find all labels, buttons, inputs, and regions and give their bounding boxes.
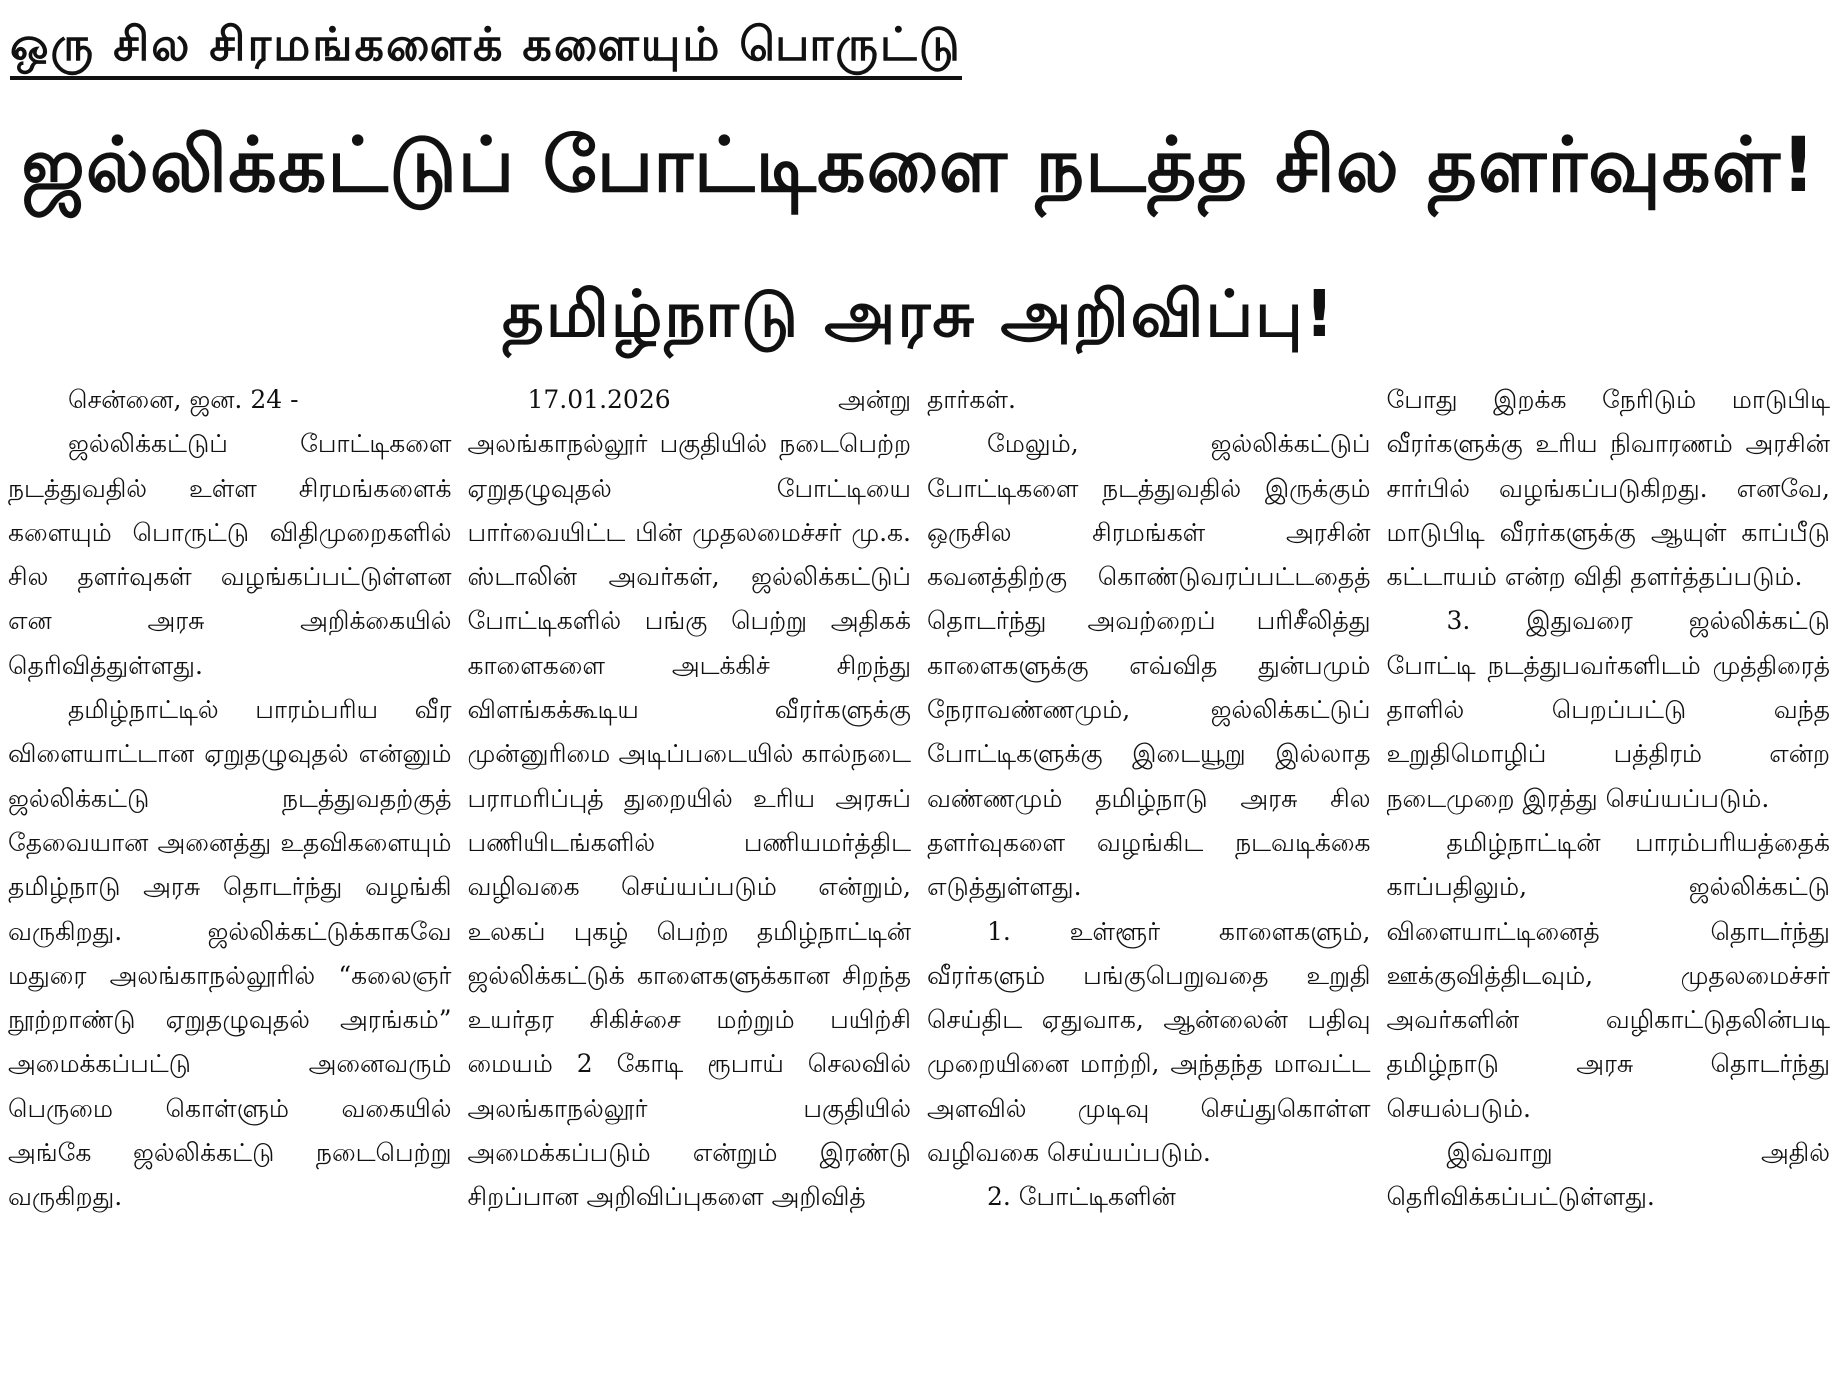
column-1 [8, 378, 452, 1390]
paragraph-continuation: போது இறக்க நேரிடும் மாடுபிடி வீரர்களுக்கு உரிய நிவாரணம் அரசின் சார்பில் வழங்கப்படுகிறது. எனவே, மாடுபிடி வீரர்களுக்கு ஆயுள் காப்பீடு கட்டாயம் என்ற விதி தளர்த்தப்படும். [1386, 385, 1830, 592]
paragraph: மேலும், ஜல்லிக்கட்டுப் போட்டிகளை நடத்துவதில் இருக்கும் ஒருசில சிரமங்கள் அரசின் கவனத்திற்கு கொண்டுவரப்பட்டதைத் தொடர்ந்து அவற்றைப் பரிசீலித்து காளைகளுக்கு எவ்வித துன்பமும் நேராவண்ணமும், ஜல்லிக்கட்டுப் போட்டிகளுக்கு இடையூறு இல்லாத வண்ணமும் தமிழ்நாடு அரசு சில தளர்வுகளை வழங்கிட நடவடிக்கை எடுத்துள்ளது. [927, 429, 1371, 902]
paragraph: தமிழ்நாட்டின் பாரம்பரியத்தைக் காப்பதிலும், ஜல்லிக்கட்டு விளையாட்டினைத் தொடர்ந்து ஊக்குவித்திடவும், முதலமைச்சர் அவர்களின் வழிகாட்டுதலின்படி தமிழ்நாடு அரசு தொடர்ந்து செயல்படும். [1386, 827, 1830, 1123]
dateline: சென்னை, ஜன. 24 - [68, 385, 299, 414]
column-2 [468, 378, 912, 1390]
list-item-1: 1. உள்ளூர் காளைகளும், வீரர்களும் பங்குபெறுவதை உறுதி செய்திட ஏதுவாக, ஆன்லைன் பதிவு முறையினை மாற்றி, அந்தந்த மாவட்ட அளவில் முடிவு செய்துகொள்ள வழிவகை செய்யப்படும். [927, 916, 1371, 1168]
paragraph-continuation: தார்கள். [927, 385, 1016, 414]
closing-line: இவ்வாறு அதில் தெரிவிக்கப்பட்டுள்ளது. [1386, 1138, 1830, 1212]
main-headline: ஜல்லிக்கட்டுப் போட்டிகளை நடத்த சில தளர்வுகள்! [21, 120, 1817, 209]
list-item-2: 2. போட்டிகளின் [987, 1182, 1176, 1212]
column-3 [927, 378, 1371, 1390]
article-body [8, 378, 1830, 1390]
paragraph: ஜல்லிக்கட்டுப் போட்டிகளை நடத்துவதில் உள்ள சிரமங்களைக் களையும் பொருட்டு விதிமுறைகளில் சில தளர்வுகள் வழங்கப்பட்டுள்ளன என அரசு அறிக்கையில் தெரிவித்துள்ளது. [8, 429, 452, 680]
list-item-3: 3. இதுவரை ஜல்லிக்கட்டு போட்டி நடத்துபவர்களிடம் முத்திரைத் தாளில் பெறப்பட்டு வந்த உறுதிமொழிப் பத்திரம் என்ற நடைமுறை இரத்து செய்யப்படும். [1386, 606, 1830, 813]
subheadline: தமிழ்நாடு அரசு அறிவிப்பு! [502, 278, 1336, 352]
column-4 [1387, 378, 1831, 1390]
paragraph: தமிழ்நாட்டில் பாரம்பரிய வீர விளையாட்டான ஏறுதழுவுதல் என்னும் ஜல்லிக்கட்டு நடத்துவதற்குத் தேவையான அனைத்து உதவிகளையும் தமிழ்நாடு அரசு தொடர்ந்து வழங்கி வருகிறது. ஜல்லிக்கட்டுக்காகவே மதுரை அலங்காநல்லூரில் “கலைஞர் நூற்றாண்டு ஏறுதழுவுதல் அரங்கம்” அமைக்கப்பட்டு அனைவரும் பெருமை கொள்ளும் வகையில் அங்கே ஜல்லிக்கட்டு நடைபெற்று வருகிறது. [8, 695, 452, 1212]
paragraph: 17.01.2026 அன்று அலங்காநல்லூர் பகுதியில் நடைபெற்ற ஏறுதழுவுதல் போட்டியை பார்வையிட்ட பின் முதலமைச்சர் மு.க. ஸ்டாலின் அவர்கள், ஜல்லிக்கட்டுப் போட்டிகளில் பங்கு பெற்று அதிகக் காளைகளை அடக்கிச் சிறந்து விளங்கக்கூடிய வீரர்களுக்கு முன்னுரிமை அடிப்படையில் கால்நடை பராமரிப்புத் துறையில் உரிய அரசுப் பணியிடங்களில் பணியமர்த்திட வழிவகை செய்யப்படும் என்றும், உலகப் புகழ் பெற்ற தமிழ்நாட்டின் ஜல்லிக்கட்டுக் காளைகளுக்கான சிறந்த உயர்தர சிகிச்சை மற்றும் பயிற்சி மையம் 2 கோடி ரூபாய் செலவில் அலங்காநல்லூர் பகுதியில் அமைக்கப்படும் என்றும் இரண்டு சிறப்பான அறிவிப்புகளை அறிவித் [467, 385, 911, 1212]
kicker-headline: ஒரு சில சிரமங்களைக் களையும் பொருட்டு [10, 14, 962, 80]
